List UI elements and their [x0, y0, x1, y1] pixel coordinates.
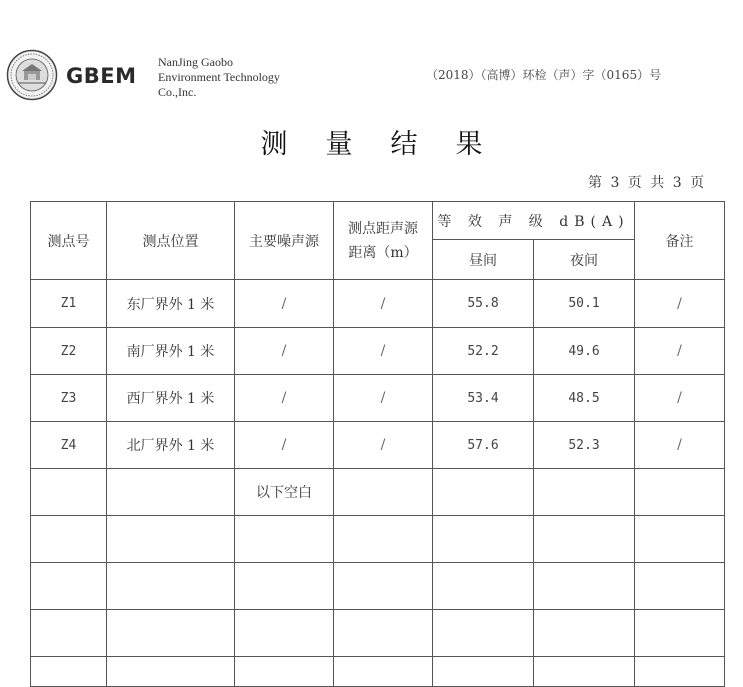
cell-point-no: Z3	[31, 375, 107, 422]
table-row	[31, 328, 725, 375]
blank-row	[31, 657, 725, 687]
cell-distance: /	[334, 422, 433, 469]
cell-remark: /	[635, 422, 725, 469]
blank-row	[31, 563, 725, 610]
cell-location: 北厂界外 1 米	[107, 422, 235, 469]
header-distance-line: 测点距声源	[348, 220, 418, 237]
cell-point-no: Z4	[31, 422, 107, 469]
brand-name: GBEM	[66, 64, 137, 88]
header-location: 测点位置	[107, 202, 235, 280]
cell-day-level: 55.8	[433, 280, 534, 328]
header-remark: 备注	[635, 202, 725, 280]
cell-noise-source: /	[235, 422, 334, 469]
header-night: 夜间	[534, 240, 635, 280]
cell-noise-source: /	[235, 375, 334, 422]
document-number: （2018）（高博）环检（声）字（0165）号	[426, 68, 662, 82]
header-distance	[334, 202, 433, 280]
cell-remark: /	[635, 280, 725, 328]
cell-distance: /	[334, 375, 433, 422]
cell-location: 西厂界外 1 米	[107, 375, 235, 422]
blank-row	[31, 516, 725, 563]
header-noise-source: 主要噪声源	[235, 202, 334, 280]
cell-noise-source: /	[235, 280, 334, 328]
cell-location: 东厂界外 1 米	[107, 280, 235, 328]
company-name	[158, 55, 280, 100]
table-row	[31, 422, 725, 469]
cell-distance: /	[334, 328, 433, 375]
header-distance-line: 距离（m）	[348, 244, 418, 261]
header-equivalent-level: 等 效 声 级 dB(A)	[433, 202, 635, 240]
cell-remark: /	[635, 328, 725, 375]
company-line: Environment Technology	[158, 70, 280, 84]
cell-night-level: 52.3	[534, 422, 635, 469]
company-seal-logo	[6, 49, 58, 101]
cell-day-level: 53.4	[433, 375, 534, 422]
blank-note: 以下空白	[235, 469, 334, 516]
cell-point-no: Z2	[31, 328, 107, 375]
cell-night-level: 48.5	[534, 375, 635, 422]
cell-remark: /	[635, 375, 725, 422]
blank-row	[31, 610, 725, 657]
cell-noise-source: /	[235, 328, 334, 375]
cell-day-level: 52.2	[433, 328, 534, 375]
header-point-no: 测点号	[31, 202, 107, 280]
header-day: 昼间	[433, 240, 534, 280]
table-row	[31, 375, 725, 422]
blank-row	[31, 469, 725, 516]
page-title: 测量结果	[260, 129, 521, 160]
company-line: Co.,Inc.	[158, 85, 197, 99]
table-row	[31, 280, 725, 328]
company-line: NanJing Gaobo	[158, 55, 233, 69]
cell-night-level: 50.1	[534, 280, 635, 328]
cell-night-level: 49.6	[534, 328, 635, 375]
measurement-results-table	[30, 201, 725, 687]
cell-day-level: 57.6	[433, 422, 534, 469]
page-info: 第 3 页 共 3 页	[588, 175, 707, 191]
cell-location: 南厂界外 1 米	[107, 328, 235, 375]
cell-point-no: Z1	[31, 280, 107, 328]
cell-distance: /	[334, 280, 433, 328]
